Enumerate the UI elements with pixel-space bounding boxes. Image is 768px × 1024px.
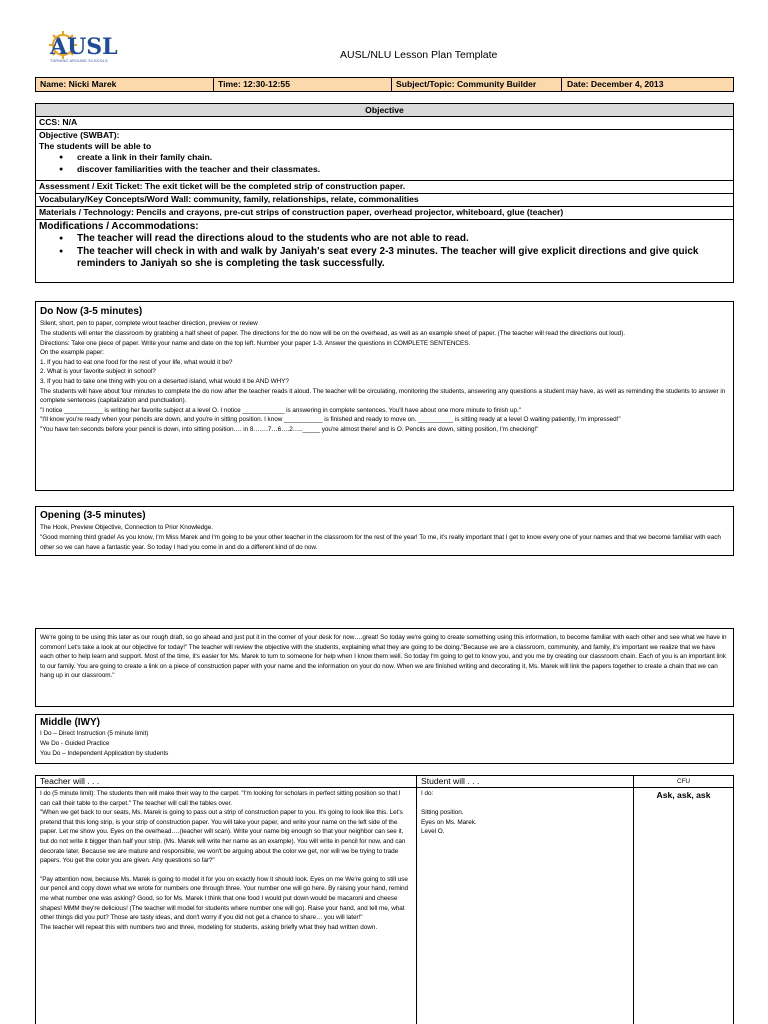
do-now-line: "You have ten seconds before your pencil is down, into sitting position…. in 8…….7…6….2….._____ you're almost there! and is O. Pencils are down, sitting position, I'm checking!" <box>40 425 539 433</box>
middle-title: Middle (IWY) <box>40 717 100 728</box>
middle-section <box>35 714 734 764</box>
modification-bullet: ● The teacher will check in with and walk by Janiyah's seat every 2-3 minutes. The teacher will give explicit directions and give quick reminders to Janiyah so she is completing the task successfully. <box>39 246 730 271</box>
student-line: Eyes on Ms. Marek. <box>421 818 477 826</box>
lesson-time: Time: 12:30-12:55 <box>218 79 290 89</box>
opening-line: "Good morning third grade! As you know, I'm Miss Marek and I'm going to be your other teacher in the classroom for the rest of the year! To me, it's really important that I get to know every one of your names and that we become familiar with each other so we can have a fantastic year. So today I had you come in and do a different kind of do now. <box>40 534 721 551</box>
ccs-line: CCS: N/A <box>36 116 733 129</box>
do-now-title: Do Now (3-5 minutes) <box>40 306 143 317</box>
do-now-line: 1. If you had to eat one food for the rest of your life, what would it be? <box>40 358 233 366</box>
continuation-text: We're going to be using this later as our rough draft, so go ahead and just put it in the corner of your desk for now….great! So today we're going to create something using this information, to become familiar with each other and see what we have in common! Let's take a look at our objective for today!" The teacher will review the objective with the students, explaining what they are going to be doing."Because we are a classroom, community, and family, it's important we realize that we have each other to help learn and support. Most of the time, it's easier for Ms. Marek to turn to someone for help when I know them well. So today I'm going to get to know you, and you me by creating our classroom chain. Each of you is an important link to our family. You are going to create a link on a piece of construction paper with your name and the information on your do now. When we are finished writing and decorating it, Ms. Marek will link the papers together to create a chain that we can hang up in our classroom." <box>40 634 727 680</box>
do-now-line: "I'll know you're ready when your pencils are down, and you're in sitting position. I know ___________ is finished and ready to move on. __________ is sitting ready at a level O waiting patiently, I'm impressed!" <box>40 416 621 424</box>
opening-title: Opening (3-5 minutes) <box>40 510 146 521</box>
teacher-name: Name: Nicki Marek <box>40 79 117 89</box>
student-will-cell <box>421 789 629 837</box>
teacher-paragraph: I do (5 minute limit): The students then will make their way to the carpet. "I'm looking for scholars in perfect sitting position so that I can call their table to the carpet." The teacher will call the tables over. <box>40 790 401 807</box>
middle-line: I Do – Direct Instruction (5 minute limit) <box>40 730 149 738</box>
do-now-line: Silent, short, pen to paper, complete w/out teacher direction, preview or review <box>40 320 258 328</box>
do-now-line: The students will enter the classroom by grabbing a half sheet of paper. The directions for the do now will be on the overhead, as well as an example sheet of paper. (The teacher will read the directions out loud). <box>40 330 625 337</box>
student-line: Sitting position. <box>421 809 464 817</box>
opening-section <box>35 506 734 556</box>
opening-line: The Hook, Preview Objective, Connection to Prior Knowledge. <box>40 524 213 532</box>
modifications-block <box>36 219 733 271</box>
do-now-line: On the example paper: <box>40 349 104 357</box>
objective-heading: Objective <box>36 104 733 116</box>
logo-text: AUSL <box>50 34 118 60</box>
assessment-line: Assessment / Exit Ticket: The exit ticket will be the completed strip of construction paper. <box>36 180 733 193</box>
modifications-label: Modifications / Accommodations: <box>39 221 199 232</box>
do-now-line: Directions: Take one piece of paper. Write your name and date on the top left. Number your paper 1-3. Answer the questions in COMPLETE SENTENCES. <box>40 339 471 347</box>
do-now-line: The students will have about four minutes to complete the do now after the teacher reads it aloud. The teacher will be circulating, monitoring the students, answering any questions a student may have, as well as reminding the students to answer in complete sentences (capitalization and punctuation). <box>40 387 726 405</box>
logo-tagline: TURNING AROUND SCHOOLS <box>50 59 108 63</box>
modification-bullet: ● The teacher will read the directions aloud to the students who are not able to read. <box>39 233 730 245</box>
swbat-label: Objective (SWBAT): <box>39 130 120 140</box>
do-now-line: 3. If you had to take one thing with you on a deserted island, what would it be AND WHY? <box>40 377 289 385</box>
page-title: AUSL/NLU Lesson Plan Template <box>340 49 498 61</box>
teacher-will-header: Teacher will . . . <box>40 776 100 786</box>
objective-block <box>36 129 733 180</box>
middle-line: You Do – Independent Application by students <box>40 749 169 757</box>
cfu-cell: Ask, ask, ask <box>656 790 711 800</box>
vocabulary-line: Vocabulary/Key Concepts/Word Wall: community, family, relationships, relate, commonalities <box>36 193 733 206</box>
middle-line: We Do - Guided Practice <box>40 740 110 747</box>
do-now-section <box>35 301 734 491</box>
teacher-paragraph: "When we get back to our seats, Ms. Marek is going to pass out a strip of construction paper to you. It's going to look like this. Let's pretend that this long strip, is your strip of construction paper. You will take your paper, and write your name on the left side of the paper. Let me show you. Eyes on the overhead….(teacher will scan). Write your name big enough so that your neighbor can see it, but do not write it bigger than half your strip. (Ms. Marek will write her name as an example). You will write in pencil for now, and can decorate later. Because we are mature and responsible, we won't be arguing about the color we get, nor will we be trying to trade papers. You get the color you are given. Any questions so far?" <box>40 809 406 865</box>
students-intro: The students will be able to <box>39 141 152 152</box>
objective-bullet: ● create a link in their family chain. <box>39 152 730 163</box>
student-line <box>421 799 629 809</box>
teacher-paragraph: The teacher will repeat this with numbers two and three, modeling for students, asking briefly what they had written down. <box>40 923 378 931</box>
info-bar <box>35 77 734 92</box>
subject-topic: Subject/Topic: Community Builder <box>396 79 537 89</box>
objective-section <box>35 103 734 283</box>
instruction-table <box>35 775 734 1024</box>
do-now-line: 2. What is your favorite subject in school? <box>40 368 156 376</box>
lesson-date: Date: December 4, 2013 <box>567 79 664 89</box>
student-line: Level O. <box>421 828 445 836</box>
opening-continuation <box>35 628 734 707</box>
objective-bullet: ● discover familiarities with the teacher and their classmates. <box>39 164 730 175</box>
materials-line: Materials / Technology: Pencils and crayons, pre-cut strips of construction paper, overhead projector, whiteboard, glue (teacher) <box>36 206 733 219</box>
teacher-paragraph: "Pay attention now, because Ms. Marek is going to model it for you on exactly how it should look. Eyes on me We're going to still use our pencil and copy down what we wrote for numbers one through three. Your number one will go here. By raising your hand, remind me what number one was asking? Good, so for Ms. Marek I think that one food I would put down would be macaroni and cheese shapes! MMM they're delicious! (The teacher will model for students where number one will go). Raise your hand, and tell me, what other things did you put? Those are tasty ideas, and don't worry if you did not get a chance to share… you will later!" <box>40 875 409 922</box>
student-line: I do: <box>421 790 434 797</box>
student-will-header: Student will . . . <box>421 776 480 786</box>
ausl-logo <box>46 30 126 70</box>
cfu-header: CFU <box>677 778 690 785</box>
teacher-will-cell <box>40 789 412 932</box>
do-now-line: "I notice ___________ is writing her favorite subject at a level O. I notice ____________ is answering in complete sentences. You'll have about one more minute to finish up." <box>40 406 521 414</box>
